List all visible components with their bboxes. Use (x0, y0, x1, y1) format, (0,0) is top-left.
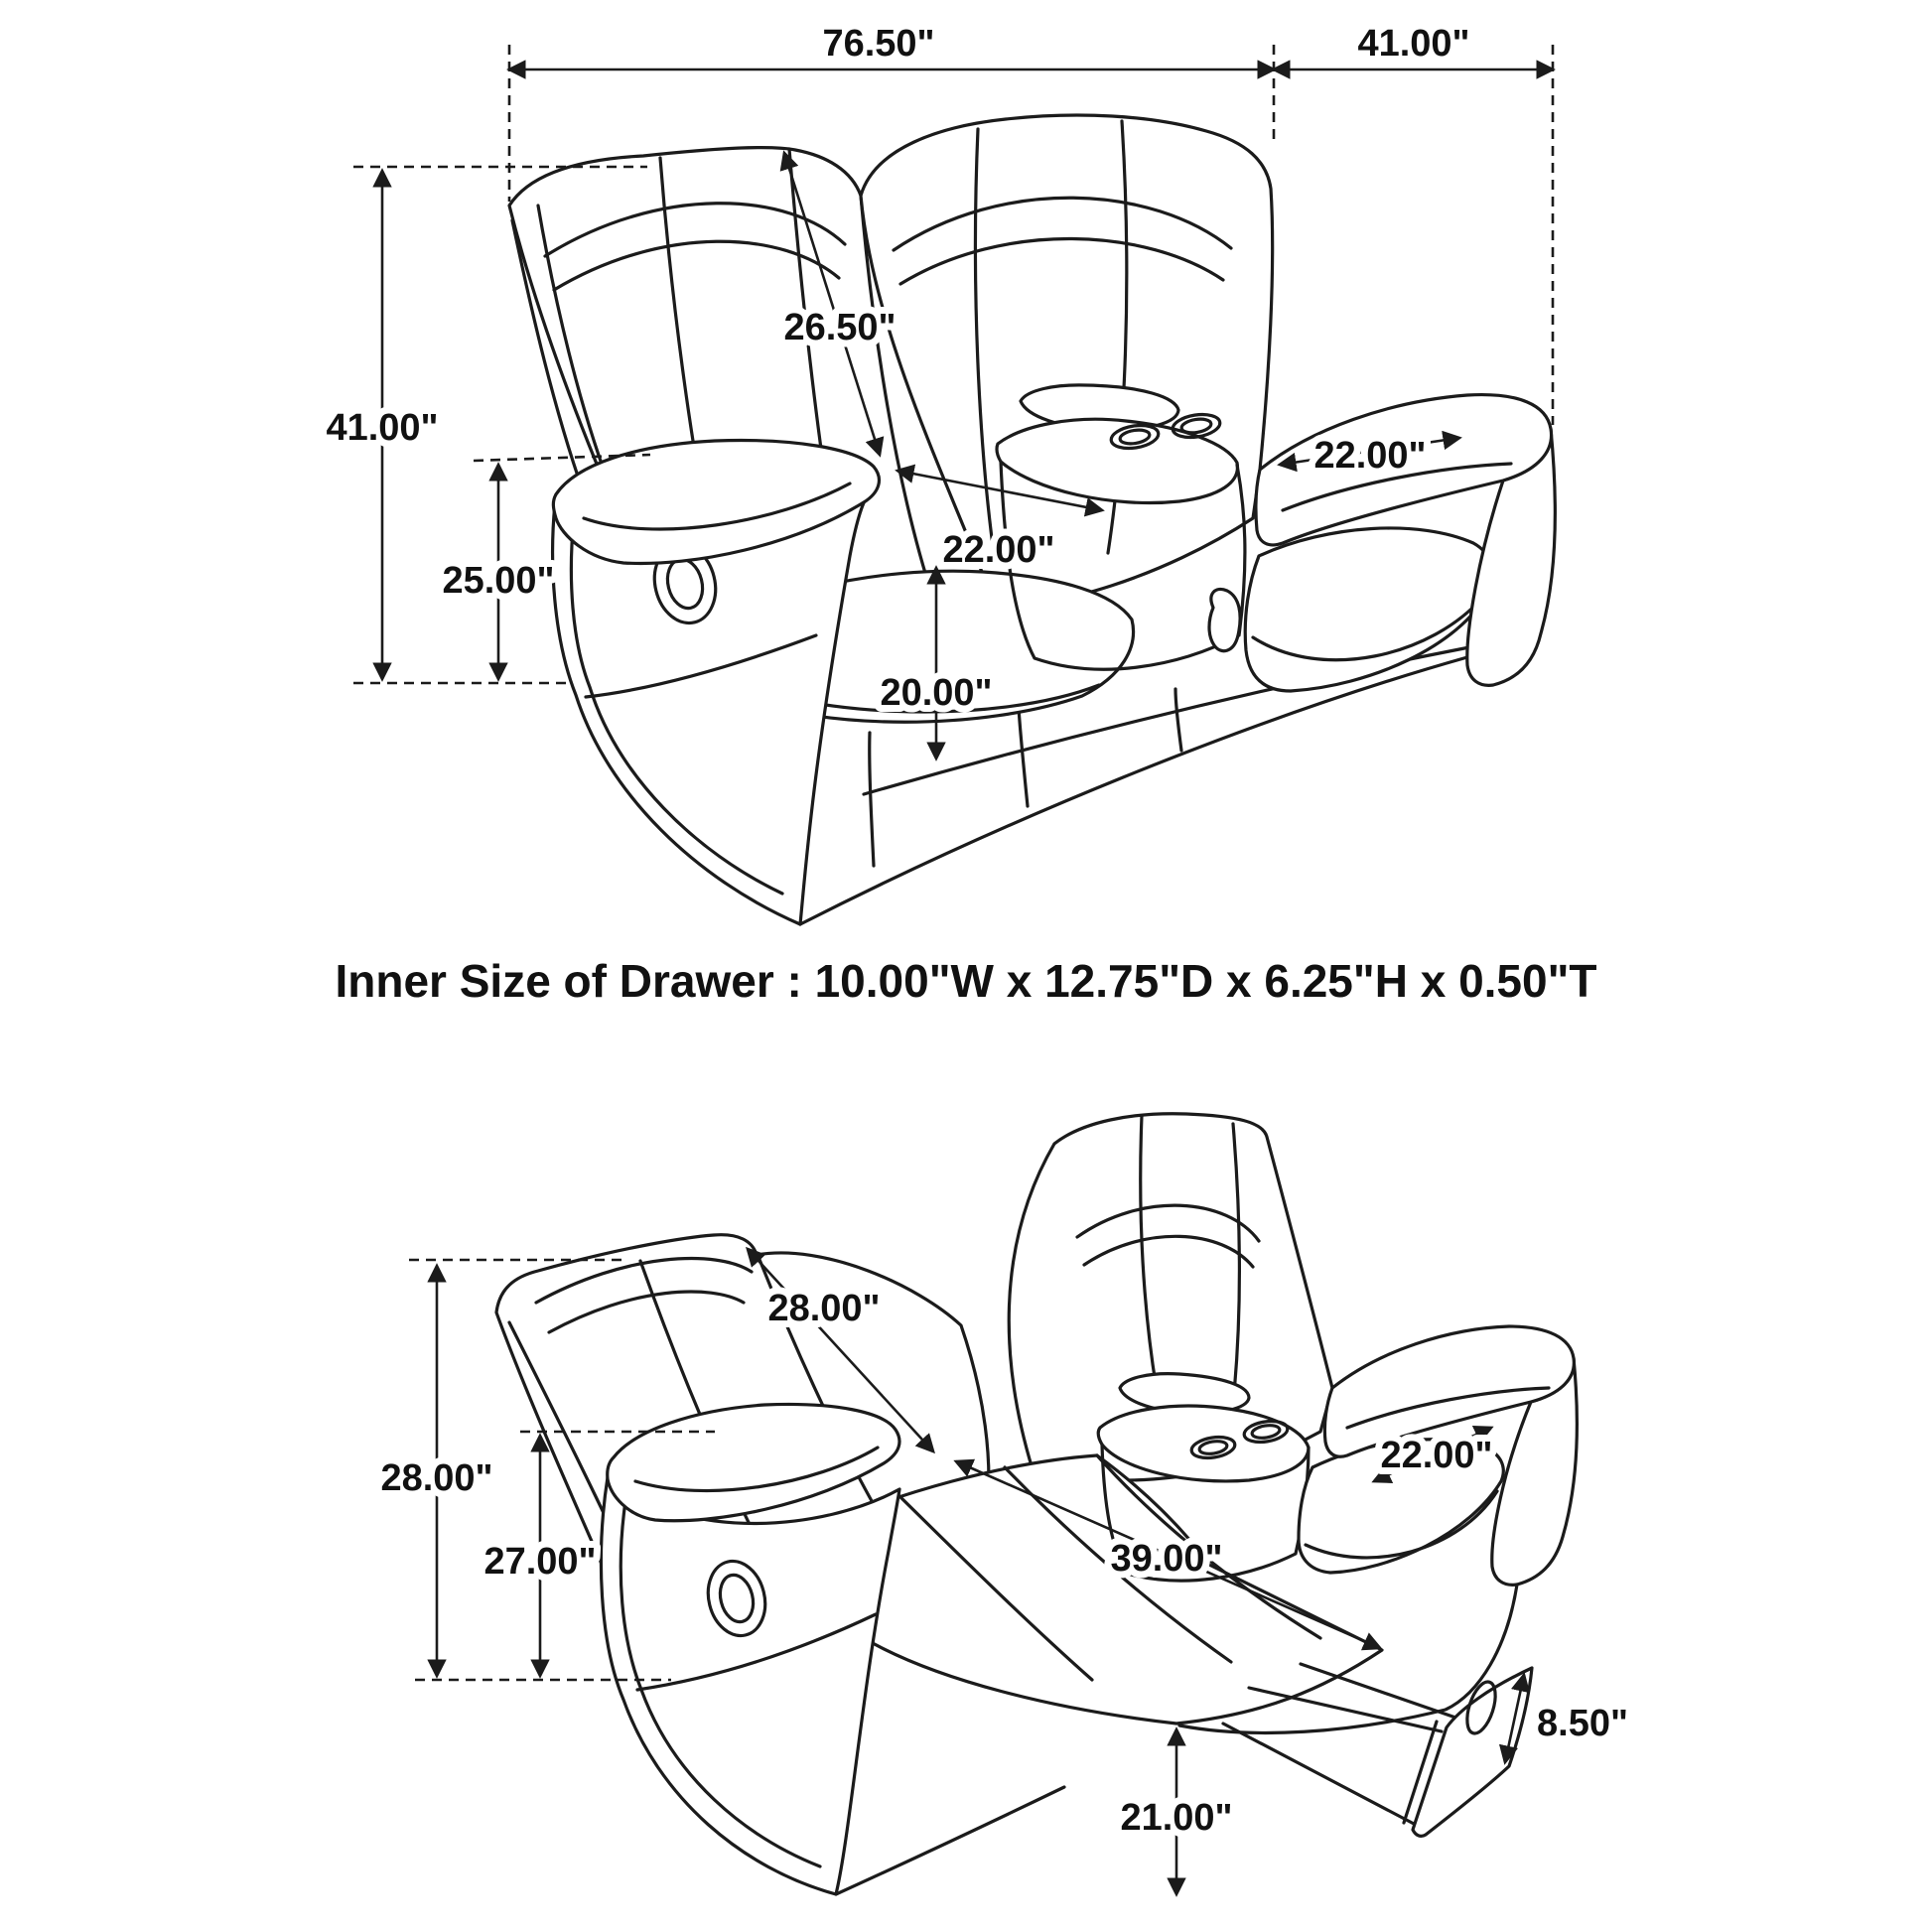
footrest-rail2 (1223, 1724, 1416, 1825)
drawer-inner-size-note: Inner Size of Drawer : 10.00"W x 12.75"D x 6.25"H x 0.50"T (335, 955, 1597, 1007)
overall-height-label: 41.00" (326, 407, 439, 449)
reclined-left-arm-front (601, 1477, 899, 1894)
reclined-arm-height-label: 27.00" (483, 1541, 597, 1583)
reclined-back-length-label: 28.00" (767, 1288, 881, 1329)
overall-width-label: 76.50" (822, 23, 935, 65)
upright-right-seat-cushion (1245, 528, 1492, 691)
upright-loveseat-drawing (509, 115, 1555, 924)
footrest-flap (1413, 1668, 1532, 1836)
back-length-label: 26.50" (783, 307, 897, 348)
reclined-height-label: 28.00" (380, 1457, 493, 1499)
footrest-clearance-label: 21.00" (1120, 1797, 1233, 1839)
upright-base-seam2 (1019, 707, 1028, 806)
reclined-length-label: 39.00" (1110, 1538, 1223, 1580)
footrest-rail1 (1249, 1688, 1442, 1731)
footrest-panel-label: 8.50" (1537, 1703, 1628, 1744)
right-seat-width-label: 22.00" (1313, 435, 1427, 477)
reclined-loveseat-drawing (496, 1114, 1577, 1894)
arm-height-label: 25.00" (442, 560, 555, 602)
seat-base-height-label: 20.00" (880, 672, 993, 714)
upright-right-backrest (861, 115, 1273, 606)
upright-console-pull-tab (1209, 590, 1240, 651)
left-seat-width-label: 22.00" (942, 529, 1055, 571)
upright-base-seam3 (1175, 689, 1181, 751)
reclined-seat-width-label: 22.00" (1380, 1435, 1493, 1476)
upright-base-seam1 (870, 733, 874, 866)
overall-depth-label: 41.00" (1357, 23, 1470, 65)
reclined-base-bottom-left (836, 1787, 1064, 1894)
